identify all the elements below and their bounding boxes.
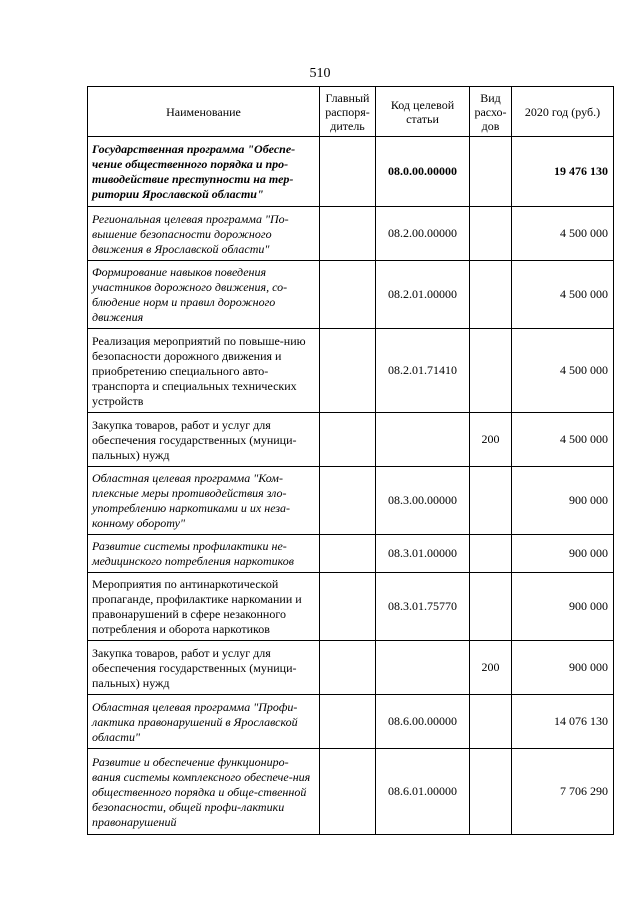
row-amount: 14 076 130 [512, 695, 614, 749]
row-target-code: 08.3.01.00000 [376, 535, 470, 573]
budget-table [87, 86, 614, 835]
row-target-code: 08.2.01.71410 [376, 329, 470, 413]
header-name: Наименование [88, 87, 320, 137]
row-name: Областная целевая программа "Профи-лактика правонарушений в Ярославской области" [88, 695, 320, 749]
table-row [88, 573, 614, 641]
table-row [88, 749, 614, 835]
row-expense-type [470, 329, 512, 413]
row-name: Региональная целевая программа "По-вышение безопасности дорожного движения в Ярославской области" [88, 207, 320, 261]
header-amount: 2020 год (руб.) [512, 87, 614, 137]
row-administrator [320, 207, 376, 261]
row-expense-type [470, 467, 512, 535]
row-expense-type [470, 695, 512, 749]
page-number: 510 [309, 66, 331, 81]
row-administrator [320, 573, 376, 641]
row-expense-type [470, 573, 512, 641]
row-administrator [320, 329, 376, 413]
row-target-code [376, 641, 470, 695]
header-expense-type: Вид расхо-дов [470, 87, 512, 137]
row-administrator [320, 137, 376, 207]
row-name: Областная целевая программа "Ком-плексные меры противодействия зло-употреблению наркотиками и их неза-конному обороту" [88, 467, 320, 535]
header-administrator: Главный распоря-дитель [320, 87, 376, 137]
row-name: Реализация мероприятий по повыше-нию безопасности дорожного движения и приобретению специального авто-транспорта и специальных технических устройств [88, 329, 320, 413]
row-name: Мероприятия по антинаркотической пропаганде, профилактике наркомании и правонарушений в сфере незаконного потребления и оборота наркотиков [88, 573, 320, 641]
row-expense-type [470, 749, 512, 835]
header-target-code: Код целевой статьи [376, 87, 470, 137]
table-row [88, 695, 614, 749]
table-row [88, 329, 614, 413]
row-expense-type [470, 535, 512, 573]
row-amount: 900 000 [512, 535, 614, 573]
row-target-code: 08.3.01.75770 [376, 573, 470, 641]
row-amount: 4 500 000 [512, 207, 614, 261]
row-administrator [320, 695, 376, 749]
row-amount: 7 706 290 [512, 749, 614, 835]
table-row [88, 535, 614, 573]
table-row [88, 261, 614, 329]
table-row [88, 467, 614, 535]
row-target-code: 08.6.01.00000 [376, 749, 470, 835]
row-expense-type [470, 207, 512, 261]
table-row [88, 641, 614, 695]
row-amount: 19 476 130 [512, 137, 614, 207]
table-row [88, 207, 614, 261]
row-administrator [320, 749, 376, 835]
row-target-code: 08.0.00.00000 [376, 137, 470, 207]
row-target-code: 08.2.01.00000 [376, 261, 470, 329]
row-amount: 900 000 [512, 573, 614, 641]
row-name: Закупка товаров, работ и услуг для обеспечения государственных (муници-пальных) нужд [88, 413, 320, 467]
row-name: Формирование навыков поведения участников дорожного движения, со-блюдение норм и правил дорожного движения [88, 261, 320, 329]
row-amount: 4 500 000 [512, 413, 614, 467]
row-name: Развитие системы профилактики не-медицинского потребления наркотиков [88, 535, 320, 573]
row-administrator [320, 413, 376, 467]
row-expense-type: 200 [470, 641, 512, 695]
row-expense-type [470, 261, 512, 329]
row-administrator [320, 261, 376, 329]
row-expense-type: 200 [470, 413, 512, 467]
table-row [88, 137, 614, 207]
row-target-code: 08.3.00.00000 [376, 467, 470, 535]
row-administrator [320, 467, 376, 535]
row-amount: 900 000 [512, 467, 614, 535]
row-name: Закупка товаров, работ и услуг для обеспечения государственных (муници-пальных) нужд [88, 641, 320, 695]
table-row [88, 413, 614, 467]
row-target-code [376, 413, 470, 467]
row-amount: 4 500 000 [512, 261, 614, 329]
row-expense-type [470, 137, 512, 207]
row-administrator [320, 535, 376, 573]
row-name: Развитие и обеспечение функциониро-вания системы комплексного обеспече-ния общественного порядка и обще-ственной безопасности, общей профи-лактики правонарушений [88, 749, 320, 835]
row-amount: 4 500 000 [512, 329, 614, 413]
row-name: Государственная программа "Обеспе-чение общественного порядка и про-тиводействие преступности на тер-ритории Ярославской области" [88, 137, 320, 207]
row-target-code: 08.6.00.00000 [376, 695, 470, 749]
row-amount: 900 000 [512, 641, 614, 695]
row-administrator [320, 641, 376, 695]
header-row [88, 87, 614, 137]
row-target-code: 08.2.00.00000 [376, 207, 470, 261]
